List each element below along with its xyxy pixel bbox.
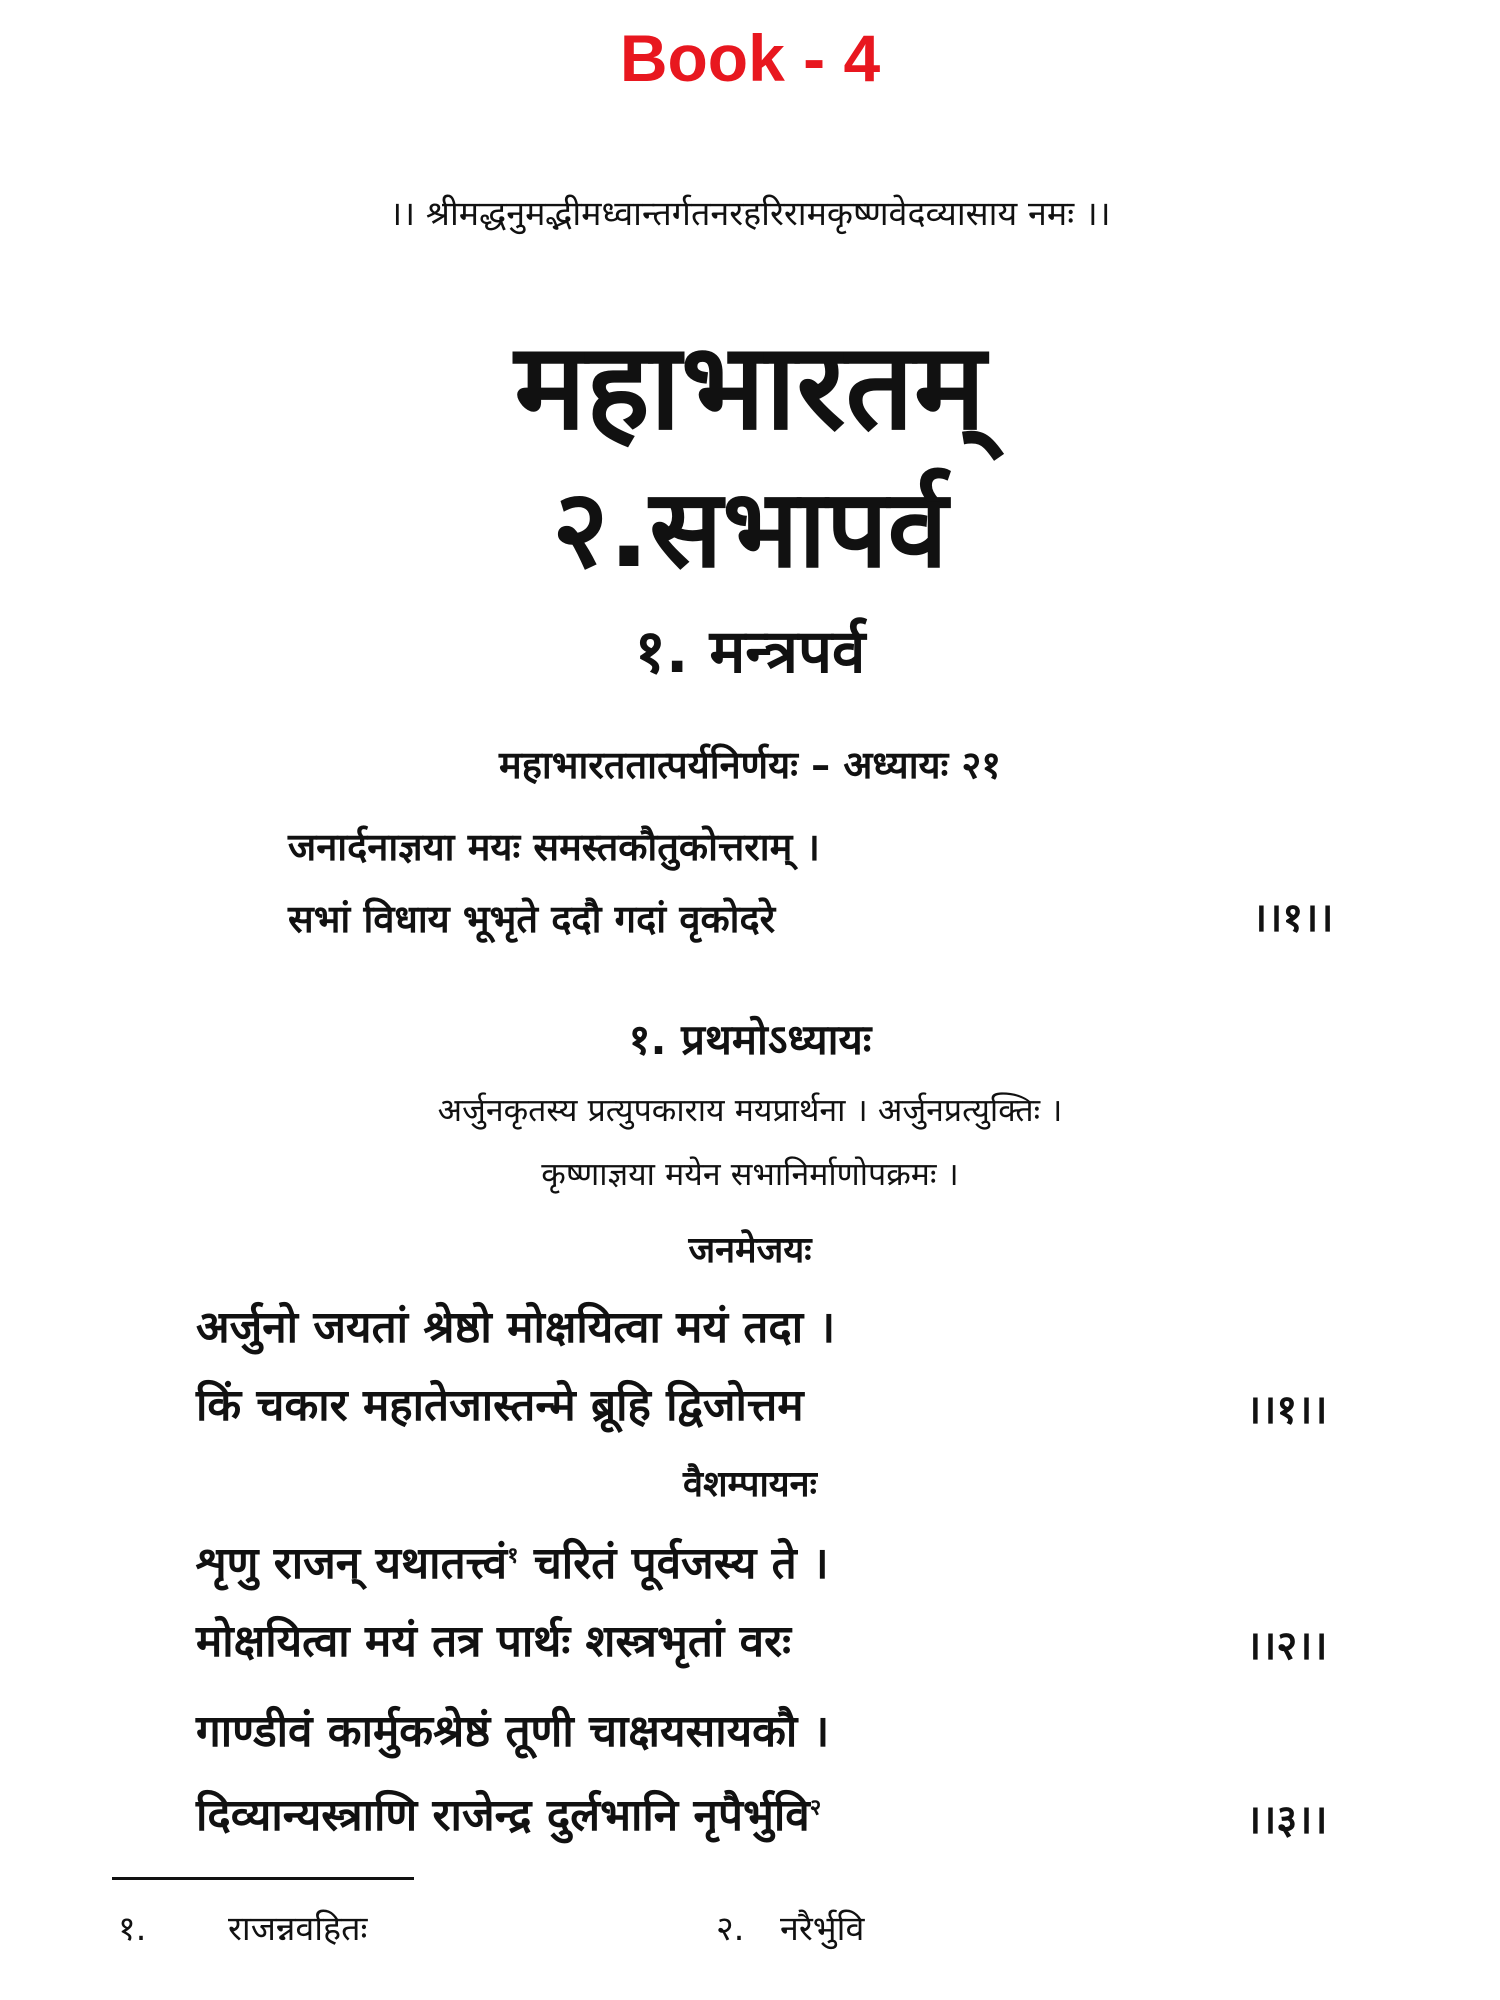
chapter-title: १. प्रथमोऽध्यायः <box>628 1015 872 1064</box>
verse-2-line-1-text-a: शृणु राजन् यथातत्त्वं <box>196 1538 508 1589</box>
verse-2-line-1-text-b: चरितं पूर्वजस्य ते । <box>518 1538 829 1589</box>
chapter-summary-line-2: कृष्णाज्ञया मयेन सभानिर्माणोपक्रमः । <box>541 1155 959 1193</box>
subparva-title: १. मन्त्रपर्व <box>634 617 866 687</box>
main-title: महाभारतम् <box>514 318 986 457</box>
footnote-marker-1: १ <box>507 1543 519 1569</box>
footnote-marker-2: २ <box>809 1795 822 1821</box>
verse-3-line-1: गाण्डीवं कार्मुकश्रेष्ठं तूणी चाक्षयसायकौ । <box>196 1706 830 1757</box>
verse-2-line-1 <box>196 1534 829 1594</box>
speaker-vaishampayana: वैशम्पायनः <box>683 1464 817 1505</box>
parva-title: २.सभापर्व <box>552 467 948 592</box>
verse-3-line-2 <box>196 1786 821 1846</box>
verse-2-line-2: मोक्षयित्वा मयं तत्र पार्थः शस्त्रभृतां वरः <box>196 1616 791 1667</box>
verse-3-number: ।।३।। <box>1246 1797 1328 1843</box>
verse-1-line-2: किं चकार महातेजास्तन्मे ब्रूहि द्विजोत्तम <box>196 1380 804 1431</box>
source-reference: महाभारततात्पर्यनिर्णयः – अध्यायः २१ <box>499 743 1001 787</box>
verse-1-line-1: अर्जुनो जयतां श्रेष्ठो मोक्षयित्वा मयं तदा । <box>196 1302 836 1353</box>
footnote-2-marker: २. <box>716 1909 745 1949</box>
verse-3-line-2-text: दिव्यान्यस्त्राणि राजेन्द्र दुर्लभानि नृपैर्भुवि <box>196 1790 810 1841</box>
invocation-line: ।। श्रीमद्धनुमद्भीमध्वान्तर्गतनरहरिरामकृष्णवेदव्यासाय नमः ।। <box>389 194 1111 234</box>
intro-verse-number: ।।१।। <box>1252 895 1334 941</box>
verse-2-number: ।।२।। <box>1246 1623 1328 1669</box>
footnote-divider <box>112 1877 414 1880</box>
verse-1-number: ।।१।। <box>1246 1387 1328 1433</box>
footnote-1-text: राजन्नवहितः <box>228 1909 368 1949</box>
speaker-janamejaya: जनमेजयः <box>688 1230 812 1271</box>
intro-verse-line-2: सभां विधाय भूभृते ददौ गदां वृकोदरे <box>288 897 776 941</box>
intro-verse-line-1: जनार्दनाज्ञया मयः समस्तकौतुकोत्तराम् । <box>288 825 820 869</box>
footnote-2-text: नरैर्भुवि <box>780 1909 865 1949</box>
footnote-1-marker: १. <box>118 1909 147 1949</box>
chapter-summary-line-1: अर्जुनकृतस्य प्रत्युपकाराय मयप्रार्थना । अर्जुनप्रत्युक्तिः । <box>437 1091 1063 1129</box>
book-label: Book - 4 <box>619 21 881 95</box>
